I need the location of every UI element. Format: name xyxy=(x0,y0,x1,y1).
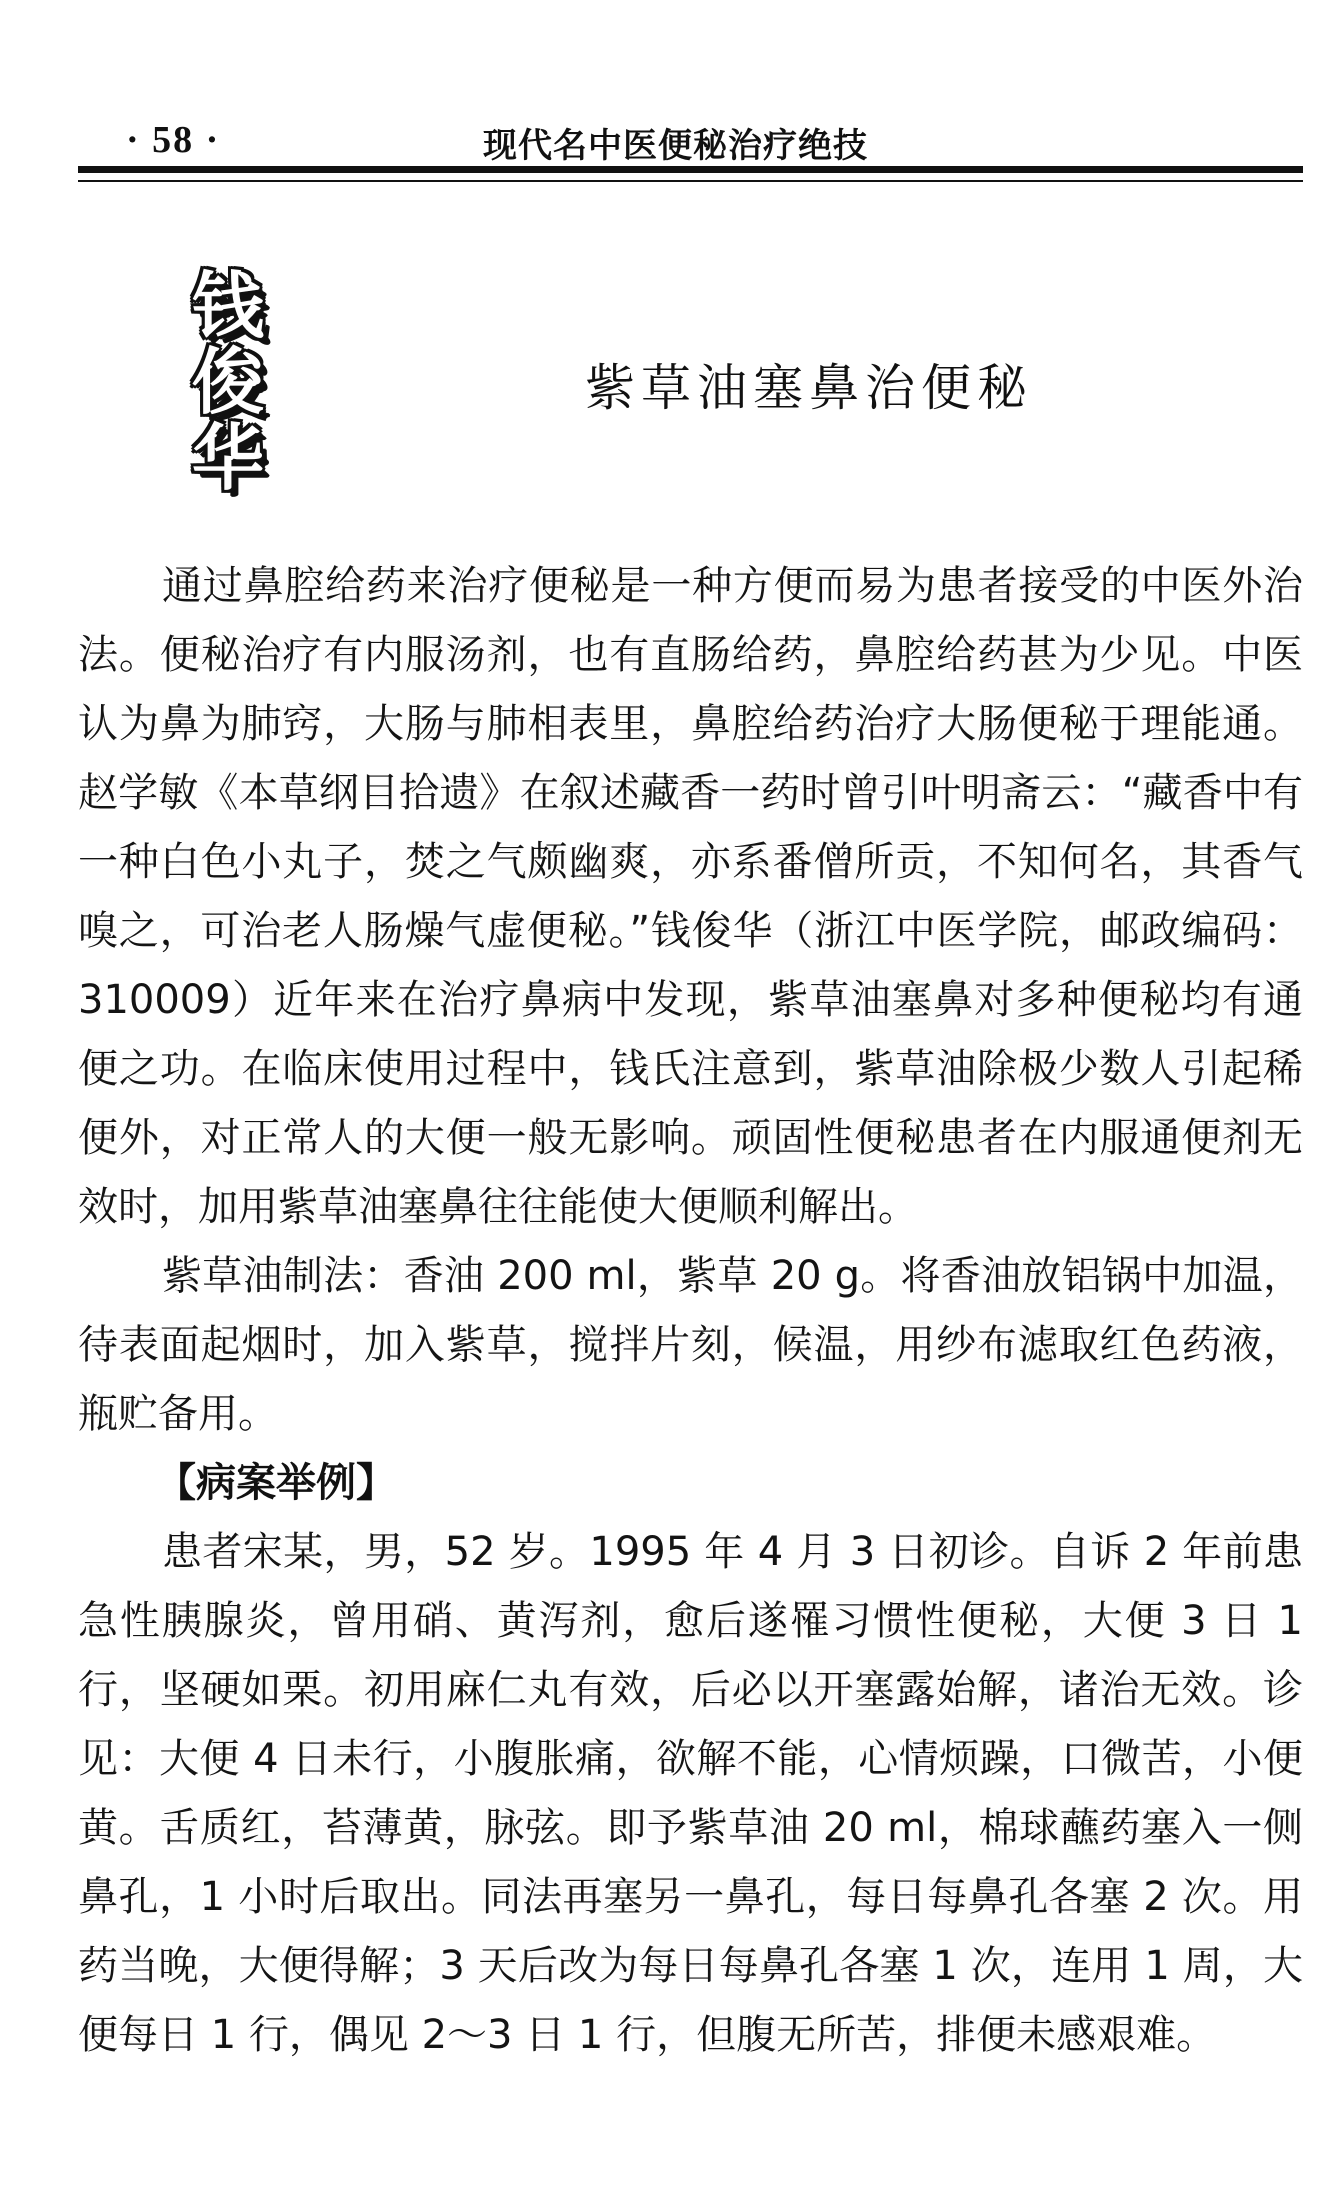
header-rule-thin xyxy=(78,180,1303,182)
author-name-char: 华 xyxy=(191,416,264,500)
header-rule-thick xyxy=(78,166,1303,173)
section-heading-case: 【病案举例】 xyxy=(156,1460,396,1506)
author-name-char: 钱 xyxy=(191,264,264,348)
running-title: 现代名中医便秘治疗绝技 xyxy=(483,126,868,166)
paragraph-case: 患者宋某，男，52 岁。1995 年 4 月 3 日初诊。自诉 2 年前患急性胰腺炎，曾用硝、黄泻剂，愈后遂罹习惯性便秘，大便 3 日 1 行，坚硬如栗。初用麻仁丸有效，后必以开塞露始解，诸治无效。诊见：大便 4 日未行，小腹胀痛，欲解不能，心情烦躁，口微苦，小便黄。舌质红，苔薄黄，脉弦。即予紫草油 20 ml，棉球蘸药塞入一侧鼻孔，1 小时后取出。同法再塞另一鼻孔，每日每鼻孔各塞 2 次。用药当晚，大便得解；3 天后改为每日每鼻孔各塞 1 次，连用 1 周，大便每日 1 行，偶见 2～3 日 1 行，但腹无所苦，排便未感艰难。 xyxy=(78,1529,1303,2058)
author-name-char: 俊 xyxy=(191,340,264,424)
page-header xyxy=(78,112,1303,172)
page-number: · 58 · xyxy=(126,119,221,161)
paragraph-intro: 通过鼻腔给药来治疗便秘是一种方便而易为患者接受的中医外治法。便秘治疗有内服汤剂，也有直肠给药，鼻腔给药甚为少见。中医认为鼻为肺窍，大肠与肺相表里，鼻腔给药治疗大肠便秘于理能通。赵学敏《本草纲目拾遗》在叙述藏香一药时曾引叶明斋云：“藏香中有一种白色小丸子，焚之气颇幽爽，亦系番僧所贡，不知何名，其香气嗅之，可治老人肠燥气虚便秘。”钱俊华（浙江中医学院，邮政编码：310009）近年来在治疗鼻病中发现，紫草油塞鼻对多种便秘均有通便之功。在临床使用过程中，钱氏注意到，紫草油除极少数人引起稀便外，对正常人的大便一般无影响。顽固性便秘患者在内服通便剂无效时，加用紫草油塞鼻往往能使大便顺利解出。 xyxy=(78,563,1303,1230)
article-title: 紫草油塞鼻治便秘 xyxy=(585,359,1033,417)
article-body xyxy=(78,552,1303,2070)
author-name-block xyxy=(168,264,298,500)
paragraph-preparation: 紫草油制法：香油 200 ml，紫草 20 g。将香油放铝锅中加温，待表面起烟时，加入紫草，搅拌片刻，候温，用纱布滤取红色药液，瓶贮备用。 xyxy=(78,1253,1303,1437)
